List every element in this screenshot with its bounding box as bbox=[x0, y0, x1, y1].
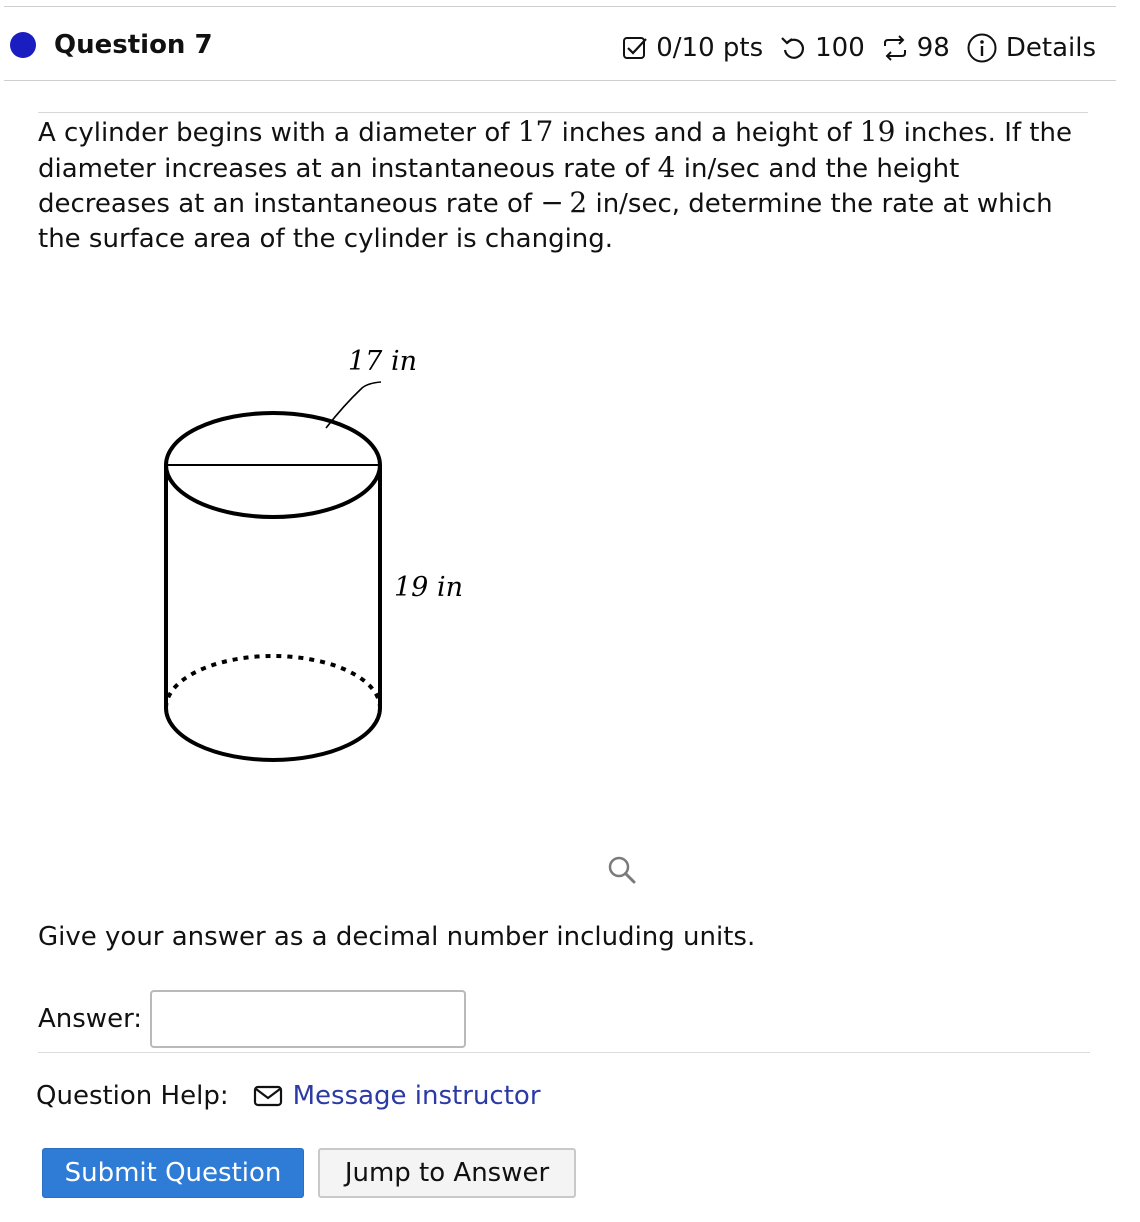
stem-text: inches and a height of bbox=[553, 118, 860, 148]
checkbox-icon bbox=[622, 35, 648, 61]
submit-question-button[interactable]: Submit Question bbox=[42, 1148, 304, 1198]
cylinder-figure bbox=[150, 330, 490, 780]
stem-math-value: 19 bbox=[859, 115, 896, 148]
question-meta bbox=[622, 28, 1096, 68]
message-instructor-link[interactable] bbox=[253, 1081, 541, 1111]
stem-text: inches. If the diameter increases at an instantaneous rate of bbox=[38, 118, 1072, 184]
points-value: 0/10 pts bbox=[656, 33, 764, 63]
retry-arrows-icon bbox=[881, 34, 909, 62]
undo-icon bbox=[779, 34, 807, 62]
diameter-label: 17 in bbox=[348, 346, 417, 377]
answer-label: Answer: bbox=[38, 1004, 143, 1034]
details-button[interactable] bbox=[966, 32, 1096, 64]
question-header bbox=[4, 8, 1116, 81]
cylinder-bottom-front bbox=[166, 708, 380, 760]
stem-math-value: 17 bbox=[517, 115, 554, 148]
help-divider bbox=[38, 1052, 1090, 1053]
details-label: Details bbox=[1005, 33, 1096, 63]
stem-text: A cylinder begins with a diameter of bbox=[38, 118, 518, 148]
retries-value: 98 bbox=[916, 33, 950, 63]
stem-math-value: − 2 bbox=[540, 186, 588, 219]
stem-text: in/sec, determine the rate at which the surface area of the cylinder is changing. bbox=[38, 189, 1053, 254]
jump-to-answer-button[interactable]: Jump to Answer bbox=[318, 1148, 576, 1198]
answer-instruction: Give your answer as a decimal number including units. bbox=[38, 922, 756, 952]
cylinder-bottom-back-dashed bbox=[166, 656, 380, 708]
stem-text: in/sec and the height decreases at an instantaneous rate of bbox=[38, 153, 960, 219]
info-icon bbox=[966, 32, 998, 64]
height-label: 19 in bbox=[394, 572, 463, 603]
question-help bbox=[36, 1078, 541, 1114]
top-divider bbox=[4, 6, 1116, 7]
envelope-icon bbox=[253, 1084, 293, 1108]
question-title: Question 7 bbox=[54, 30, 213, 60]
magnifier-icon[interactable] bbox=[604, 852, 640, 888]
question-stem bbox=[38, 112, 1088, 256]
message-instructor-label: Message instructor bbox=[292, 1081, 541, 1111]
status-dot-icon bbox=[10, 32, 36, 58]
question-help-label: Question Help: bbox=[36, 1081, 229, 1111]
attempts-value: 100 bbox=[815, 33, 865, 63]
stem-math-value: 4 bbox=[657, 150, 676, 184]
answer-input[interactable] bbox=[150, 990, 466, 1048]
